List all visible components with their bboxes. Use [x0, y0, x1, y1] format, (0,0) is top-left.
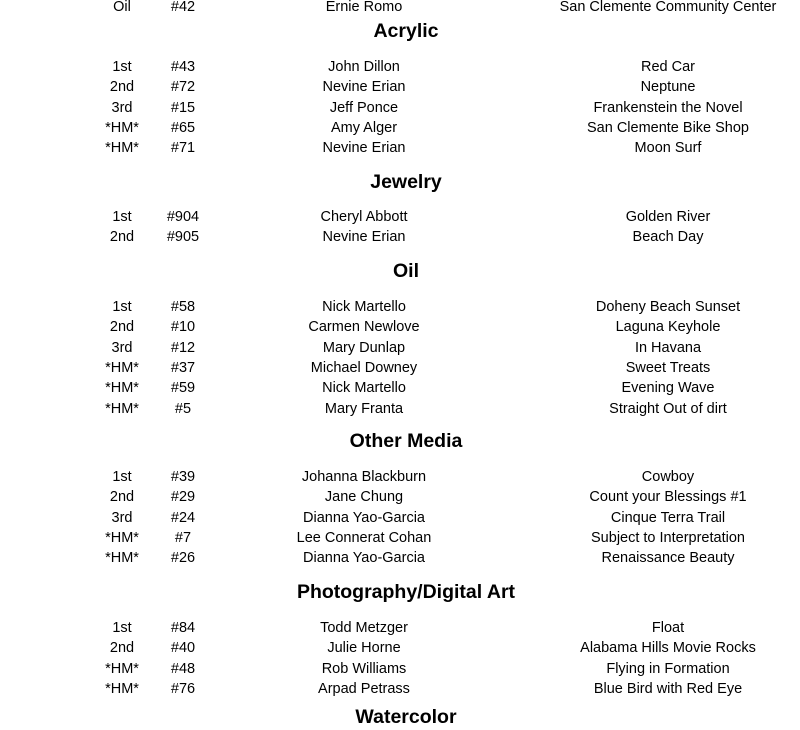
artist-cell: Todd Metzger [320, 620, 408, 636]
section-heading: Other Media [349, 430, 463, 452]
place-cell: *HM* [105, 359, 139, 376]
artist-cell: Arpad Petrass [318, 680, 410, 697]
entry-number-cell: #43 [170, 59, 196, 75]
artist-cell: Lee Connerat Cohan [296, 529, 432, 546]
artist-cell: Cheryl Abbott [320, 209, 408, 225]
artwork-title-cell: San Clemente Community Center [559, 0, 777, 15]
table-row [0, 57, 800, 77]
place-cell: 1st [112, 620, 132, 636]
section-heading: Oil [392, 260, 419, 282]
artist-cell: Mary Dunlap [322, 339, 406, 356]
artwork-title-cell: Cinque Terra Trail [610, 509, 726, 526]
entry-number-cell: #905 [166, 229, 200, 246]
artist-cell: Rob Williams [321, 660, 407, 677]
section-heading: Acrylic [373, 20, 439, 42]
artwork-title-cell: Renaissance Beauty [601, 550, 735, 567]
table-row [0, 659, 800, 679]
table-row [0, 378, 800, 398]
artist-cell: Nick Martello [322, 299, 406, 315]
entry-number-cell: #7 [174, 529, 192, 546]
artist-cell: Nevine Erian [322, 79, 406, 96]
table-row [0, 317, 800, 337]
place-cell: 1st [112, 469, 132, 485]
place-cell: 3rd [111, 509, 133, 526]
entry-number-cell: #71 [170, 140, 196, 157]
place-cell: *HM* [105, 140, 139, 157]
artist-cell: Nevine Erian [322, 229, 406, 246]
artist-cell: Jane Chung [324, 489, 404, 506]
entry-number-cell: #5 [174, 400, 192, 417]
table-row [0, 548, 800, 568]
artwork-title-cell: Sweet Treats [625, 359, 711, 376]
table-row [0, 138, 800, 158]
place-cell: *HM* [105, 550, 139, 567]
entry-number-cell: #84 [170, 620, 196, 636]
artist-cell: Jeff Ponce [329, 99, 399, 116]
entry-number-cell: #37 [170, 359, 196, 376]
table-row [0, 118, 800, 138]
artwork-title-cell: Golden River [625, 209, 711, 225]
entry-number-cell: #76 [170, 680, 196, 697]
place-cell: *HM* [105, 119, 139, 136]
entry-number-cell: #59 [170, 380, 196, 397]
entry-number-cell: #26 [170, 550, 196, 567]
place-cell: *HM* [105, 680, 139, 697]
artist-cell: Nick Martello [322, 380, 406, 397]
place-cell: 1st [112, 59, 132, 75]
entry-number-cell: #58 [170, 299, 196, 315]
artwork-title-cell: Beach Day [632, 229, 704, 246]
table-row [0, 207, 800, 227]
table-row [0, 227, 800, 247]
artist-cell: Johanna Blackburn [301, 469, 427, 485]
place-cell: 3rd [111, 99, 133, 116]
artwork-title-cell: Evening Wave [621, 380, 715, 397]
artwork-title-cell: Moon Surf [634, 140, 702, 157]
place-cell: *HM* [105, 380, 139, 397]
artwork-title-cell: Neptune [640, 79, 696, 96]
entry-number-cell: #15 [170, 99, 196, 116]
table-row [0, 679, 800, 699]
artist-cell: Nevine Erian [322, 140, 406, 157]
entry-number-cell: #65 [170, 119, 196, 136]
artist-cell: Amy Alger [330, 119, 398, 136]
table-row [0, 638, 800, 658]
artwork-title-cell: Alabama Hills Movie Rocks [580, 640, 756, 657]
section-heading: Photography/Digital Art [296, 581, 516, 603]
place-cell: 2nd [109, 79, 135, 96]
artist-cell: Carmen Newlove [308, 319, 420, 336]
table-row [0, 338, 800, 358]
table-row [0, 487, 800, 507]
place-cell: 2nd [109, 229, 135, 246]
artist-cell: Ernie Romo [325, 0, 403, 15]
table-row [0, 399, 800, 419]
place-cell: *HM* [105, 529, 139, 546]
artist-cell: John Dillon [328, 59, 400, 75]
artwork-title-cell: Straight Out of dirt [609, 400, 727, 417]
table-row [0, 0, 800, 17]
artist-cell: Dianna Yao-Garcia [303, 509, 425, 526]
entry-number-cell: #12 [170, 339, 196, 356]
artwork-title-cell: Flying in Formation [606, 660, 730, 677]
artist-cell: Dianna Yao-Garcia [303, 550, 425, 567]
entry-number-cell: #72 [170, 79, 196, 96]
artwork-title-cell: Doheny Beach Sunset [595, 299, 741, 315]
table-row [0, 358, 800, 378]
table-row [0, 508, 800, 528]
section-heading: Watercolor [355, 706, 457, 728]
place-cell: *HM* [105, 400, 139, 417]
place-cell: 1st [112, 299, 132, 315]
artwork-title-cell: San Clemente Bike Shop [586, 119, 749, 136]
table-row [0, 618, 800, 638]
artwork-title-cell: Cowboy [641, 469, 695, 485]
table-row [0, 297, 800, 317]
entry-number-cell: #48 [170, 660, 196, 677]
place-cell: 3rd [111, 339, 133, 356]
entry-number-cell: #904 [166, 209, 200, 225]
section-heading: Jewelry [370, 171, 442, 193]
table-row [0, 467, 800, 487]
artwork-title-cell: Subject to Interpretation [591, 529, 745, 546]
place-cell: 2nd [109, 489, 135, 506]
artist-cell: Julie Horne [327, 640, 401, 657]
artwork-title-cell: Count your Blessings #1 [589, 489, 747, 506]
table-row [0, 528, 800, 548]
entry-number-cell: #29 [170, 489, 196, 506]
artwork-title-cell: In Havana [634, 339, 702, 356]
place-cell: Oil [113, 0, 131, 15]
artwork-title-cell: Blue Bird with Red Eye [593, 680, 743, 697]
entry-number-cell: #10 [170, 319, 196, 336]
place-cell: 2nd [109, 319, 135, 336]
artwork-title-cell: Frankenstein the Novel [593, 99, 743, 116]
table-row [0, 77, 800, 97]
entry-number-cell: #42 [170, 0, 196, 15]
place-cell: *HM* [105, 660, 139, 677]
artwork-title-cell: Laguna Keyhole [615, 319, 721, 336]
artist-cell: Michael Downey [310, 359, 418, 376]
entry-number-cell: #40 [170, 640, 196, 657]
place-cell: 1st [112, 209, 132, 225]
artwork-title-cell: Red Car [641, 59, 695, 75]
table-row [0, 98, 800, 118]
entry-number-cell: #24 [170, 509, 196, 526]
artwork-title-cell: Float [651, 620, 685, 636]
place-cell: 2nd [109, 640, 135, 657]
entry-number-cell: #39 [170, 469, 196, 485]
artist-cell: Mary Franta [324, 400, 404, 417]
